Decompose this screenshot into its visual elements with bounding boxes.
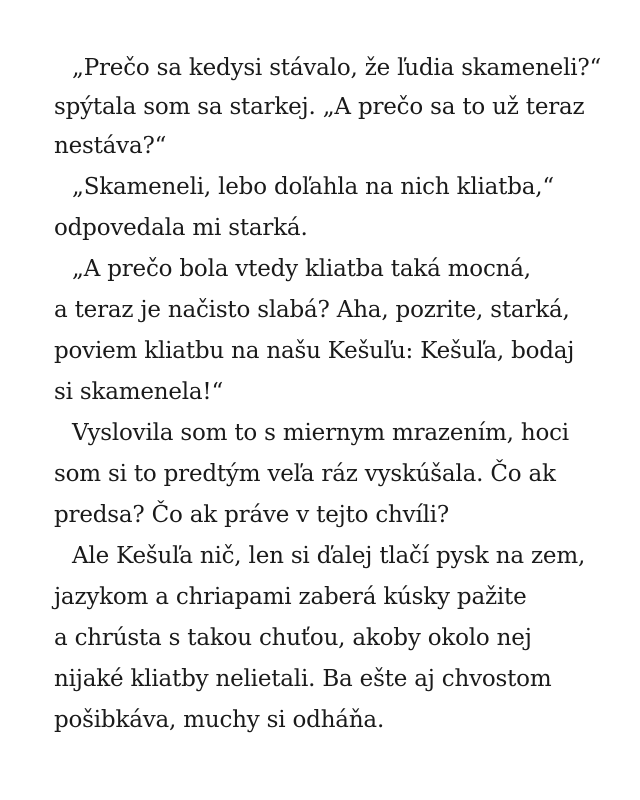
text-line: a chrústa s takou chuťou, akoby okolo nej: [54, 625, 532, 651]
text-line: nestáva?“: [54, 133, 167, 159]
text-line: „Skameneli, lebo doľahla na nich kliatba,“: [72, 174, 554, 200]
text-line: a teraz je načisto slabá? Aha, pozrite, starká,: [54, 297, 570, 323]
text-line: som si to predtým veľa ráz vyskúšala. Čo ak: [54, 461, 556, 487]
text-line: predsa? Čo ak práve v tejto chvíli?: [54, 502, 450, 528]
text-line: nijaké kliatby nelietali. Ba ešte aj chvostom: [54, 666, 552, 692]
text-line: „Prečo sa kedysi stávalo, že ľudia skameneli?“: [72, 55, 602, 81]
text-line: odpovedala mi starká.: [54, 215, 308, 241]
text-line: Ale Kešuľa nič, len si ďalej tlačí pysk na zem,: [72, 543, 586, 569]
text-line: poviem kliatbu na našu Kešuľu: Kešuľa, bodaj: [54, 338, 575, 364]
text-line: pošibkáva, muchy si odháňa.: [54, 707, 385, 733]
text-line: spýtala som sa starkej. „A prečo sa to už teraz: [54, 94, 585, 120]
text-line: jazykom a chriapami zaberá kúsky pažite: [54, 584, 527, 610]
text-line: „A prečo bola vtedy kliatba taká mocná,: [72, 256, 531, 282]
text-line: Vyslovila som to s miernym mrazením, hoci: [72, 420, 569, 446]
text-line: si skamenela!“: [54, 379, 224, 405]
